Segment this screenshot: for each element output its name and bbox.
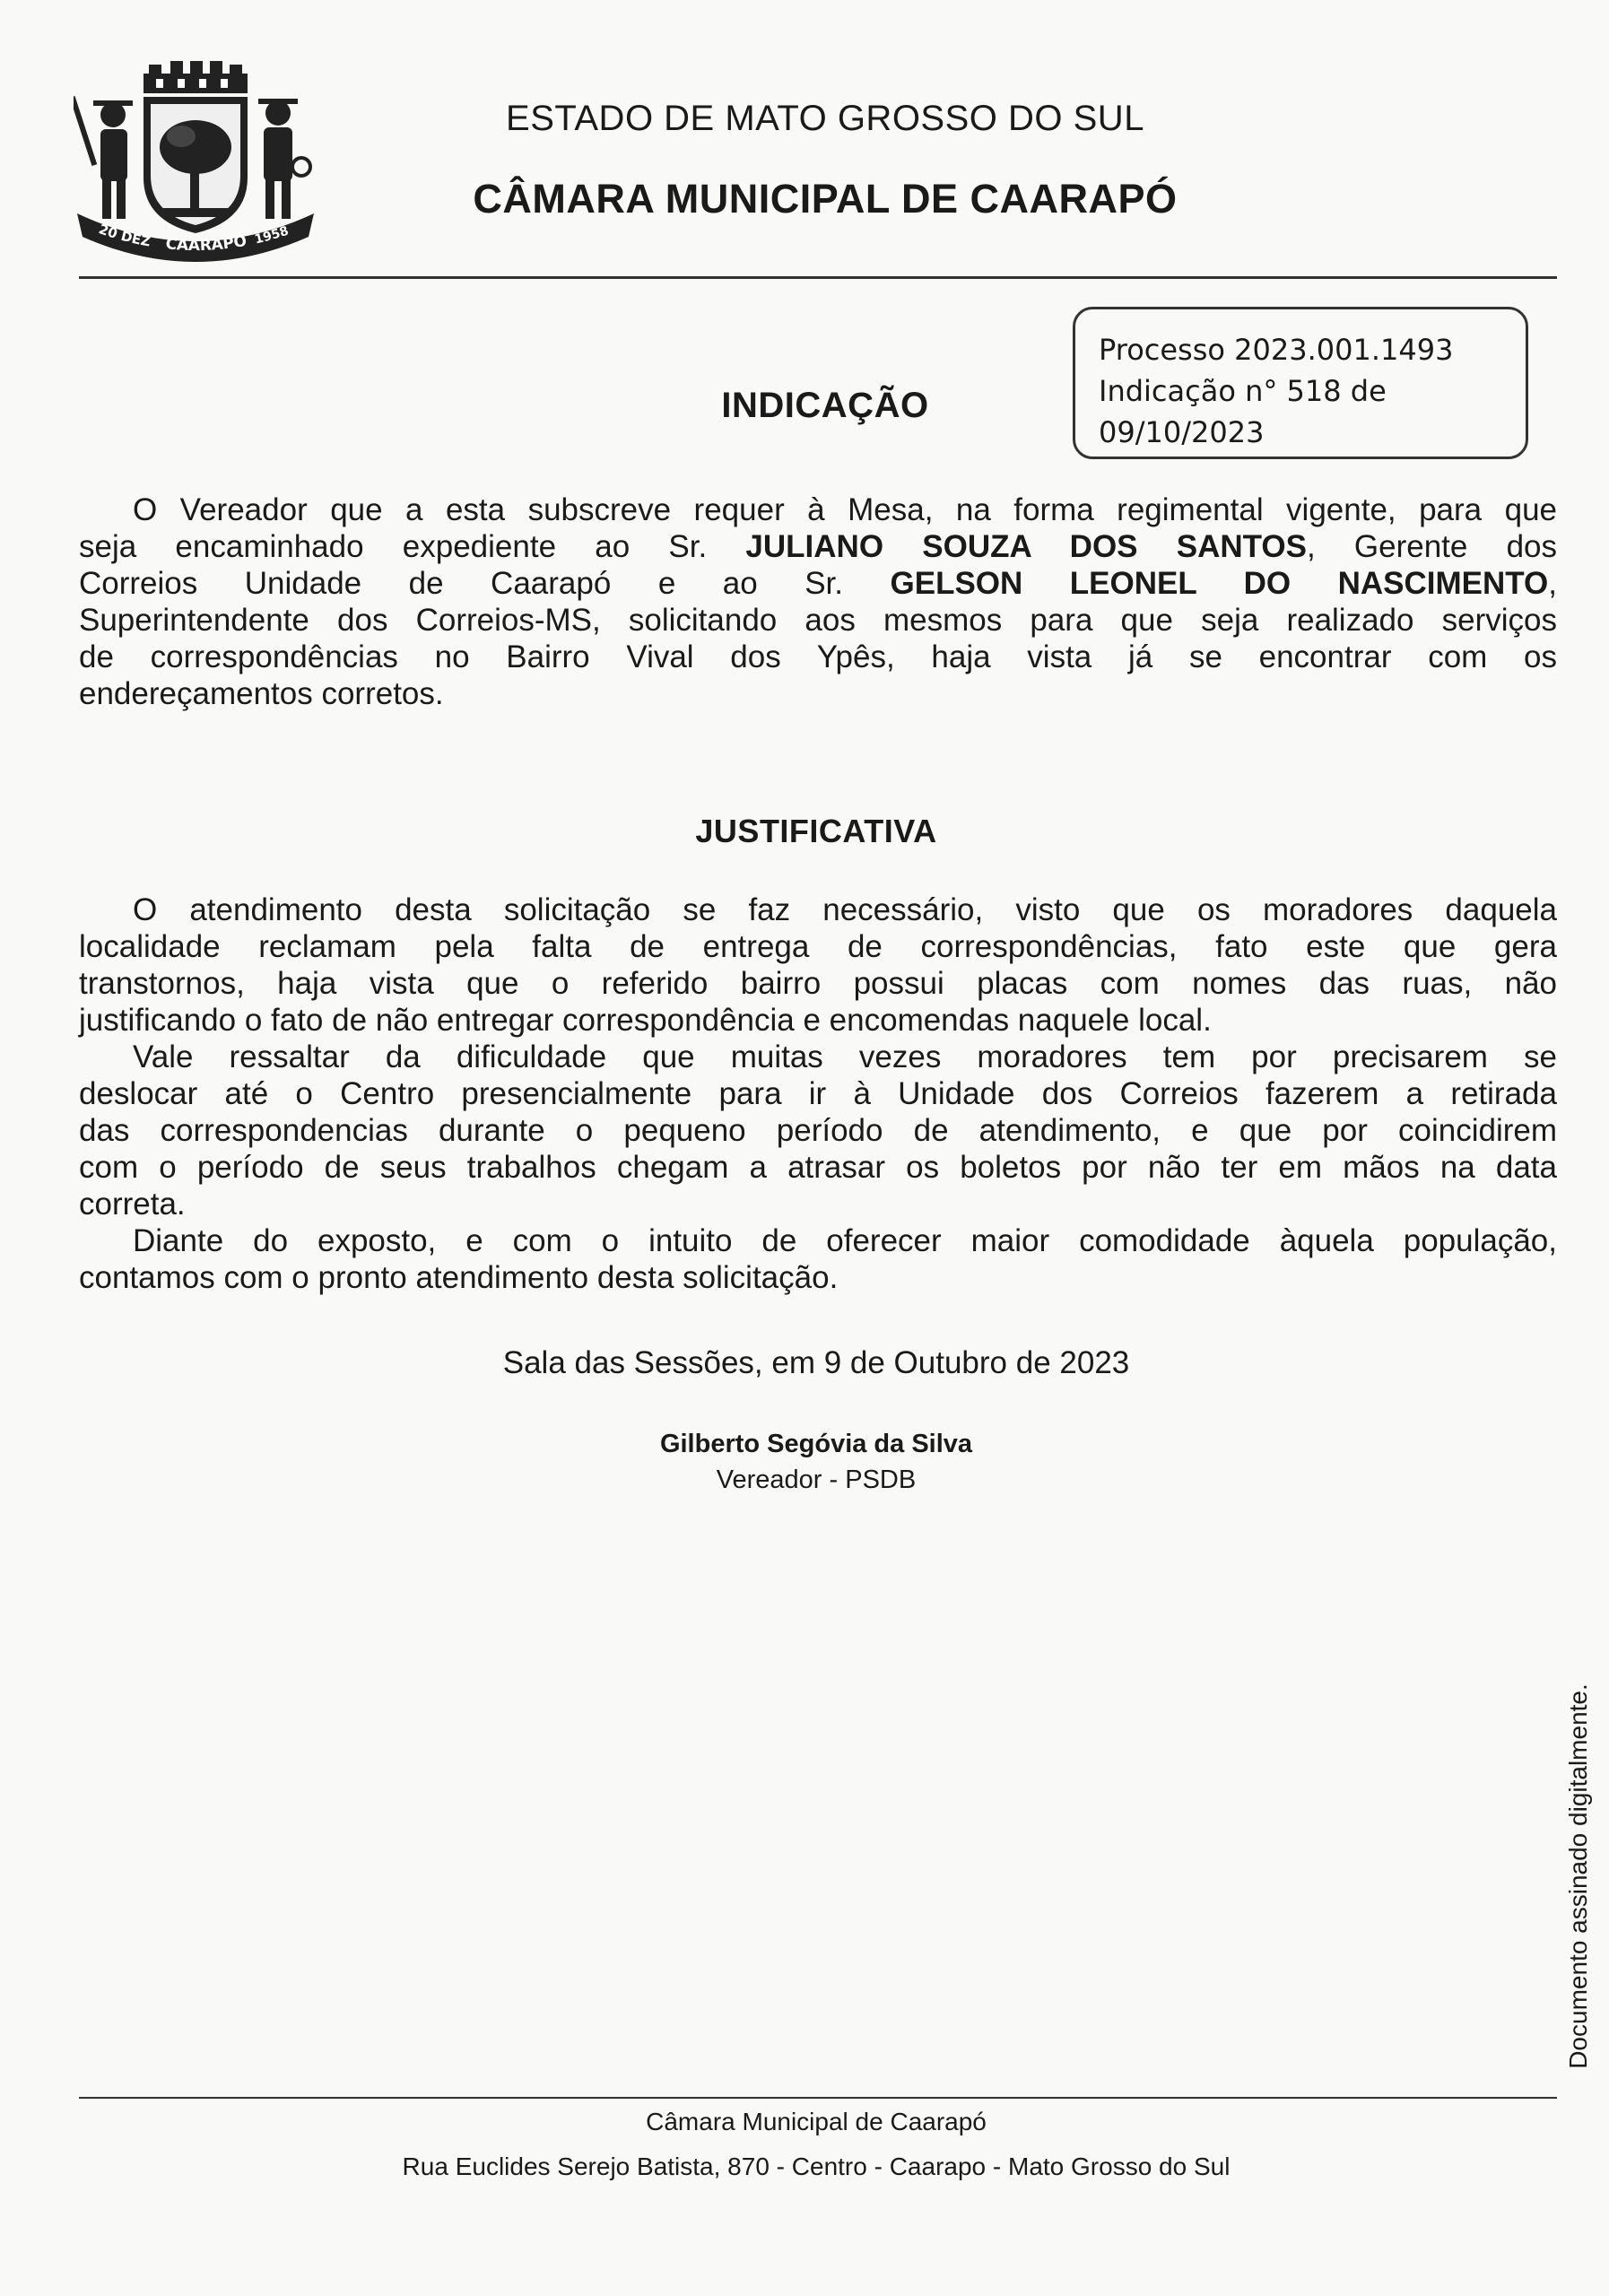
indicacao-heading: INDICAÇÃO (721, 386, 929, 425)
indicacao-line (79, 639, 1557, 675)
indicacao-text: de correspondências no Bairro Vival dos Ypês, haja vista já se encontrar com os (79, 639, 1557, 674)
indicacao-text: , Gerente dos (1306, 529, 1557, 564)
footer-divider (79, 2097, 1557, 2099)
indication-number: Indicação n° 518 de (1099, 374, 1387, 408)
indicacao-line (79, 675, 1557, 712)
justificativa-line: das correspondencias durante o pequeno período de atendimento, e que por coincidirem (79, 1113, 1557, 1148)
indicacao-text: Superintendente dos Correios-MS, solicitando aos mesmos para que seja realizado serviços (79, 603, 1557, 638)
indicacao-paragraph (79, 491, 1557, 712)
justificativa-line: localidade reclamam pela falta de entrega de correspondências, fato este que gera (79, 929, 1557, 964)
state-name: ESTADO DE MATO GROSSO DO SUL (506, 99, 1144, 138)
justificativa-paragraph (79, 891, 1557, 1296)
process-number: Processo 2023.001.1493 (1099, 333, 1454, 367)
indicacao-line (79, 528, 1557, 565)
justificativa-line: contamos com o pronto atendimento desta solicitação. (79, 1260, 839, 1295)
indicacao-line (79, 565, 1557, 602)
justificativa-line: O atendimento desta solicitação se faz necessário, visto que os moradores daquela (133, 892, 1557, 927)
signer-name: Gilberto Segóvia da Silva (659, 1430, 973, 1458)
justificativa-line: correta. (79, 1187, 186, 1222)
municipal-crest-icon (74, 61, 317, 265)
justificativa-line: justificando o fato de não entregar correspondência e encomendas naquele local. (79, 1003, 1212, 1038)
session-place-date: Sala das Sessões, em 9 de Outubro de 2023 (502, 1345, 1130, 1380)
digital-signature-text: Documento assinado digitalmente. (1564, 1683, 1592, 2069)
header-divider (79, 276, 1557, 279)
digital-signature-note (1561, 1661, 1596, 2092)
justificativa-line: transtornos, haja vista que o referido bairro possui placas com nomes das ruas, não (79, 966, 1557, 1001)
justificativa-heading: JUSTIFICATIVA (695, 813, 937, 849)
crest-ribbon-right: 1958 (253, 223, 291, 248)
process-stamp-box (1073, 307, 1528, 459)
justificativa-line: deslocar até o Centro presencialmente para ir à Unidade dos Correios fazerem a retirada (79, 1076, 1557, 1111)
justificativa-line: Vale ressaltar da dificuldade que muitas vezes moradores tem por precisarem se (133, 1039, 1557, 1074)
chamber-name: CÂMARA MUNICIPAL DE CAARAPÓ (473, 176, 1178, 222)
addressee-name: GELSON LEONEL DO NASCIMENTO (890, 566, 1549, 601)
signer-role: Vereador - PSDB (716, 1465, 917, 1494)
footer-address: Rua Euclides Serejo Batista, 870 - Centro - Caarapo - Mato Grosso do Sul (402, 2152, 1231, 2180)
justificativa-line: com o período de seus trabalhos chegam a atrasar os boletos por não ter em mãos na data (79, 1150, 1557, 1185)
indicacao-text: , (1548, 566, 1557, 601)
footer-institution: Câmara Municipal de Caarapó (646, 2108, 987, 2135)
svg-text:CAARAPÓ (165, 230, 248, 255)
crest-ribbon-left: 20 DEZ (96, 221, 152, 250)
crest-ribbon-center: CAARAPÓ (164, 231, 248, 256)
indicacao-line (79, 491, 1557, 528)
justificativa-line: Diante do exposto, e com o intuito de oferecer maior comodidade àquela população, (133, 1223, 1557, 1258)
indication-date: 09/10/2023 (1099, 415, 1265, 449)
indicacao-line (79, 602, 1557, 639)
indicacao-text: endereçamentos corretos. (79, 676, 444, 711)
indicacao-text: O Vereador que a esta subscreve requer à Mesa, na forma regimental vigente, para que (133, 492, 1557, 527)
indicacao-text: seja encaminhado expediente ao Sr. (79, 529, 746, 564)
addressee-name: JULIANO SOUZA DOS SANTOS (745, 529, 1307, 564)
indicacao-text: Correios Unidade de Caarapó e ao Sr. (79, 566, 891, 601)
